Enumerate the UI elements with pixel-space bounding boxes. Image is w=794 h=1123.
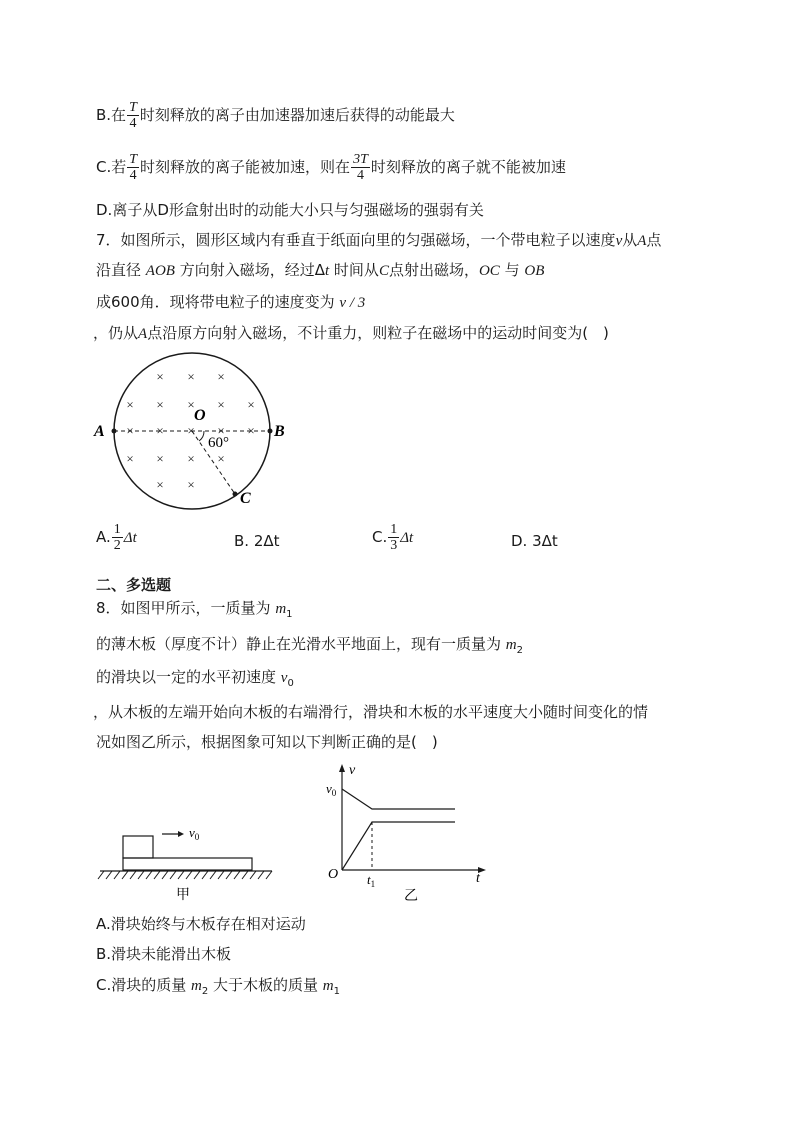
q7-option-d: D. 3Δt: [511, 532, 558, 550]
cross-mark: ×: [156, 369, 164, 384]
point-c-dot: [233, 492, 238, 497]
section-heading-multiple-choice: 二、多选题: [96, 576, 172, 594]
board-velocity-curve: [342, 822, 455, 870]
cross-mark: ×: [126, 423, 134, 438]
cross-mark: ×: [187, 397, 195, 412]
q8-option-a: A.滑块始终与木板存在相对运动: [96, 915, 306, 933]
label-t1: $t_1$: [367, 872, 376, 889]
v-axis-arrowhead: [339, 764, 345, 772]
ground-hatching: [98, 871, 272, 879]
q8-stem-line1: 8．如图甲所示，一质量为 $m_1$: [96, 599, 293, 620]
label-v0: $v_0$: [189, 825, 200, 842]
q7-magnetic-field-figure: [88, 350, 298, 510]
q8-stem-line2: 的薄木板（厚度不计）静止在光滑水平地面上，现有一质量为 $m_2$: [96, 635, 523, 656]
q8-option-c: C.滑块的质量 $m_2$ 大于木板的质量 $m_1$: [96, 976, 340, 997]
q6-option-b: B.在 $\frac{T}{4}$ 时刻释放的离子由加速器加速后获得的动能最大: [96, 100, 455, 131]
cross-mark: ×: [126, 397, 134, 412]
q7-option-b: B. 2Δt: [234, 532, 280, 550]
label-a: A: [94, 423, 105, 440]
fraction: $\frac{3T}{4}$: [353, 152, 368, 183]
cross-mark: ×: [187, 423, 195, 438]
q7-option-a: A. $\frac{1}{2}$ Δt: [96, 522, 137, 553]
caption-yi: 乙: [404, 889, 418, 904]
q7-stem-line4: ，仍从A点沿原方向射入磁场，不计重力，则粒子在磁场中的运动时间变为( ): [93, 324, 609, 342]
fraction: $\frac{1}{3}$: [390, 522, 398, 553]
slider-velocity-curve: [342, 789, 455, 809]
point-b-dot: [268, 429, 273, 434]
angle-arc: [199, 431, 204, 441]
cross-mark: ×: [156, 397, 164, 412]
label-v0: $v_0$: [326, 781, 337, 798]
cross-mark: ×: [247, 423, 255, 438]
label-o: O: [194, 407, 206, 424]
q8-stem-line5: 况如图乙所示，根据图象可知以下判断正确的是( ): [96, 733, 438, 751]
slider-block: [123, 836, 153, 858]
fraction: $\frac{T}{4}$: [129, 152, 138, 183]
cross-mark: ×: [187, 369, 195, 384]
q6-option-d: D.离子从D形盒射出时的动能大小只与匀强磁场的强弱有关: [96, 201, 484, 219]
cross-mark: ×: [217, 451, 225, 466]
label-origin: O: [328, 867, 339, 882]
q6-option-c: C.若 $\frac{T}{4}$ 时刻释放的离子能被加速，则在 $\frac{3T}{4}$ 时刻释放的离子就不能被加速: [96, 152, 566, 183]
wood-board: [123, 858, 252, 870]
label-v: v: [349, 763, 356, 778]
label-b: B: [274, 423, 285, 440]
q8-stem-line3: 的滑块以一定的水平初速度 $v_0$: [96, 668, 294, 689]
cross-mark: ×: [156, 451, 164, 466]
cross-mark: ×: [217, 423, 225, 438]
q7-stem-line3: 成600角．现将带电粒子的速度变为 v / 3: [96, 293, 366, 311]
fraction: $\frac{1}{2}$: [113, 522, 121, 553]
velocity-arrowhead: [178, 831, 184, 837]
cross-mark: ×: [247, 397, 255, 412]
caption-jia: 甲: [176, 888, 190, 903]
cross-mark: ×: [217, 397, 225, 412]
cross-mark: ×: [156, 423, 164, 438]
cross-mark: ×: [217, 369, 225, 384]
q7-option-c: C. $\frac{1}{3}$ Δt: [372, 522, 414, 553]
cross-mark: ×: [187, 451, 195, 466]
cross-mark: ×: [156, 477, 164, 492]
q7-stem-line2: 沿直径 AOB 方向射入磁场，经过Δt 时间从C点射出磁场，OC 与 OB: [96, 261, 545, 279]
q8-figure-yi-velocity-time-graph: [320, 756, 500, 906]
angle-label: 60°: [208, 435, 229, 451]
q8-stem-line4: ，从木板的左端开始向木板的右端滑行，滑块和木板的水平速度大小随时间变化的情: [93, 703, 649, 721]
label-c: C: [240, 490, 251, 507]
cross-mark: ×: [126, 451, 134, 466]
q8-figure-jia: [96, 820, 276, 910]
cross-mark: ×: [187, 477, 195, 492]
q7-stem-line1: 7．如图所示，圆形区域内有垂直于纸面向里的匀强磁场，一个带电粒子以速度v从A点: [96, 231, 662, 249]
point-a-dot: [112, 429, 117, 434]
q8-option-b: B.滑块未能滑出木板: [96, 945, 232, 963]
fraction: $\frac{T}{4}$: [129, 100, 137, 131]
label-t: t: [476, 871, 480, 886]
